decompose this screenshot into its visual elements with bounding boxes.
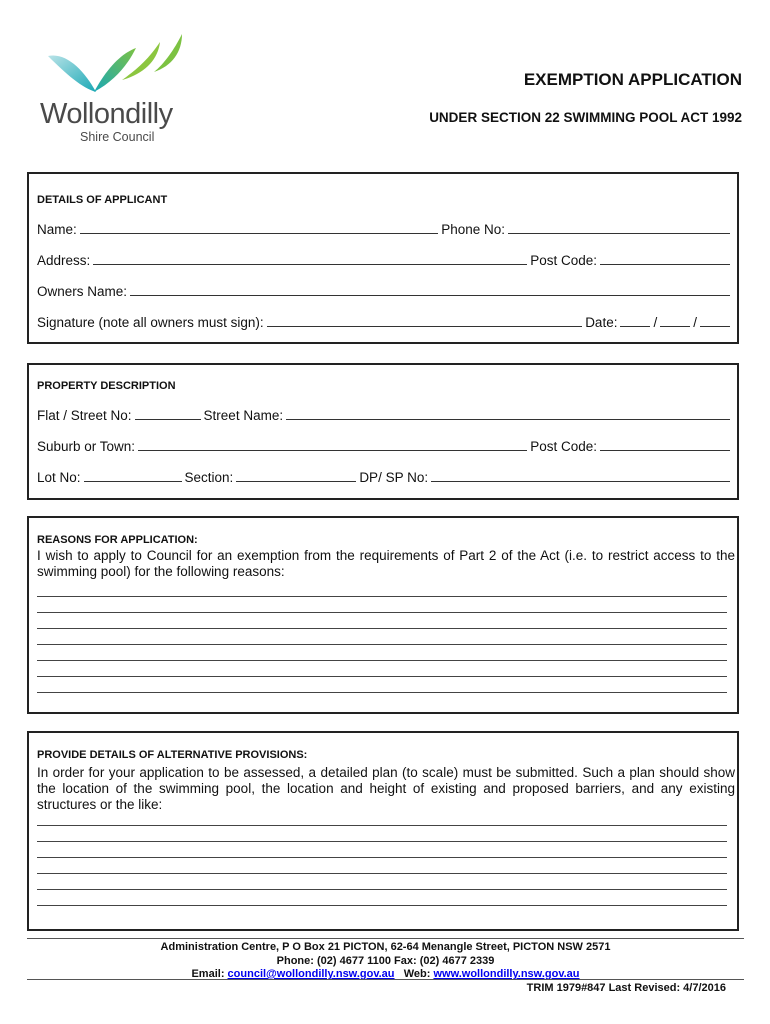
name-row: [37, 222, 733, 237]
reason-line[interactable]: [37, 628, 727, 629]
email-label: Email:: [191, 968, 225, 980]
web-link[interactable]: www.wollondilly.nsw.gov.au: [433, 968, 580, 980]
provision-line[interactable]: [37, 889, 727, 890]
reason-line[interactable]: [37, 644, 727, 645]
flat-label: Flat / Street No:: [37, 408, 132, 423]
trim-reference: TRIM 1979#847 Last Revised: 4/7/2016: [526, 982, 726, 994]
phone-field[interactable]: [508, 233, 730, 234]
date-label: Date:: [585, 315, 618, 330]
lot-field[interactable]: [84, 481, 182, 482]
lot-label: Lot No:: [37, 470, 81, 485]
provision-line[interactable]: [37, 825, 727, 826]
reason-line[interactable]: [37, 692, 727, 693]
provision-line[interactable]: [37, 905, 727, 906]
address-label: Address:: [37, 253, 91, 268]
street-label: Street Name:: [203, 408, 284, 423]
postcode-label: Post Code:: [530, 253, 597, 268]
signature-label: Signature (note all owners must sign):: [37, 315, 264, 330]
owners-field[interactable]: [130, 295, 730, 296]
section-heading: PROPERTY DESCRIPTION: [37, 380, 176, 392]
postcode-label: Post Code:: [530, 439, 597, 454]
name-label: Name:: [37, 222, 77, 237]
section-field[interactable]: [236, 481, 356, 482]
signature-field[interactable]: [267, 326, 583, 327]
suburb-label: Suburb or Town:: [37, 439, 136, 454]
reason-line[interactable]: [37, 612, 727, 613]
property-section: [27, 363, 739, 500]
applicant-section: [27, 172, 739, 344]
name-field[interactable]: [80, 233, 438, 234]
reason-line[interactable]: [37, 596, 727, 597]
date-separator: /: [693, 315, 697, 330]
web-label: Web:: [403, 968, 431, 980]
dp-field[interactable]: [431, 481, 730, 482]
email-link[interactable]: council@wollondilly.nsw.gov.au: [227, 968, 395, 980]
street-row: [37, 408, 733, 423]
provision-line[interactable]: [37, 857, 727, 858]
suburb-field[interactable]: [138, 450, 527, 451]
date-day-field[interactable]: [620, 326, 650, 327]
date-month-field[interactable]: [660, 326, 690, 327]
owners-row: [37, 284, 733, 299]
section-heading: REASONS FOR APPLICATION:: [37, 534, 198, 546]
section-heading: DETAILS OF APPLICANT: [37, 194, 168, 206]
lot-row: [37, 470, 733, 485]
provision-line[interactable]: [37, 841, 727, 842]
section-heading: PROVIDE DETAILS OF ALTERNATIVE PROVISIONS:: [37, 749, 308, 761]
logo-subtitle: Shire Council: [80, 130, 155, 144]
reasons-section: [27, 516, 739, 714]
page-title: EXEMPTION APPLICATION: [523, 70, 742, 89]
flat-field[interactable]: [135, 419, 201, 420]
address-field[interactable]: [93, 264, 527, 265]
reason-line[interactable]: [37, 676, 727, 677]
provision-line[interactable]: [37, 873, 727, 874]
footer-phone: Phone: (02) 4677 1100 Fax: (02) 4677 2339: [276, 955, 495, 967]
logo-swoosh-icon: [36, 30, 196, 100]
date-year-field[interactable]: [700, 326, 730, 327]
dp-label: DP/ SP No:: [359, 470, 429, 485]
section-label: Section:: [184, 470, 234, 485]
date-separator: /: [653, 315, 658, 330]
logo-name: Wollondilly: [40, 98, 173, 130]
council-logo: [36, 30, 206, 150]
reasons-instructions: I wish to apply to Council for an exemption from the requirements of Part 2 of the Act (i.e. to restrict access to the swimming pool) for the following reasons:: [37, 548, 735, 579]
footer-divider: [27, 938, 744, 939]
signature-row: [37, 315, 733, 330]
footer-address: Administration Centre, P O Box 21 PICTON, 62-64 Menangle Street, PICTON NSW 2571: [160, 941, 611, 953]
provisions-section: [27, 731, 739, 931]
reason-line[interactable]: [37, 660, 727, 661]
suburb-row: [37, 439, 733, 454]
phone-label: Phone No:: [441, 222, 505, 237]
street-field[interactable]: [286, 419, 730, 420]
owners-label: Owners Name:: [37, 284, 128, 299]
footer-divider: [27, 979, 744, 980]
postcode-field[interactable]: [600, 450, 730, 451]
provisions-instructions: In order for your application to be assessed, a detailed plan (to scale) must be submitted. Such a plan should show the location of the swimming pool, the location and height of existing and proposed barriers, and any existing structures or the like:: [37, 765, 735, 812]
address-row: [37, 253, 733, 268]
postcode-field[interactable]: [600, 264, 730, 265]
page-subtitle: UNDER SECTION 22 SWIMMING POOL ACT 1992: [429, 110, 742, 125]
